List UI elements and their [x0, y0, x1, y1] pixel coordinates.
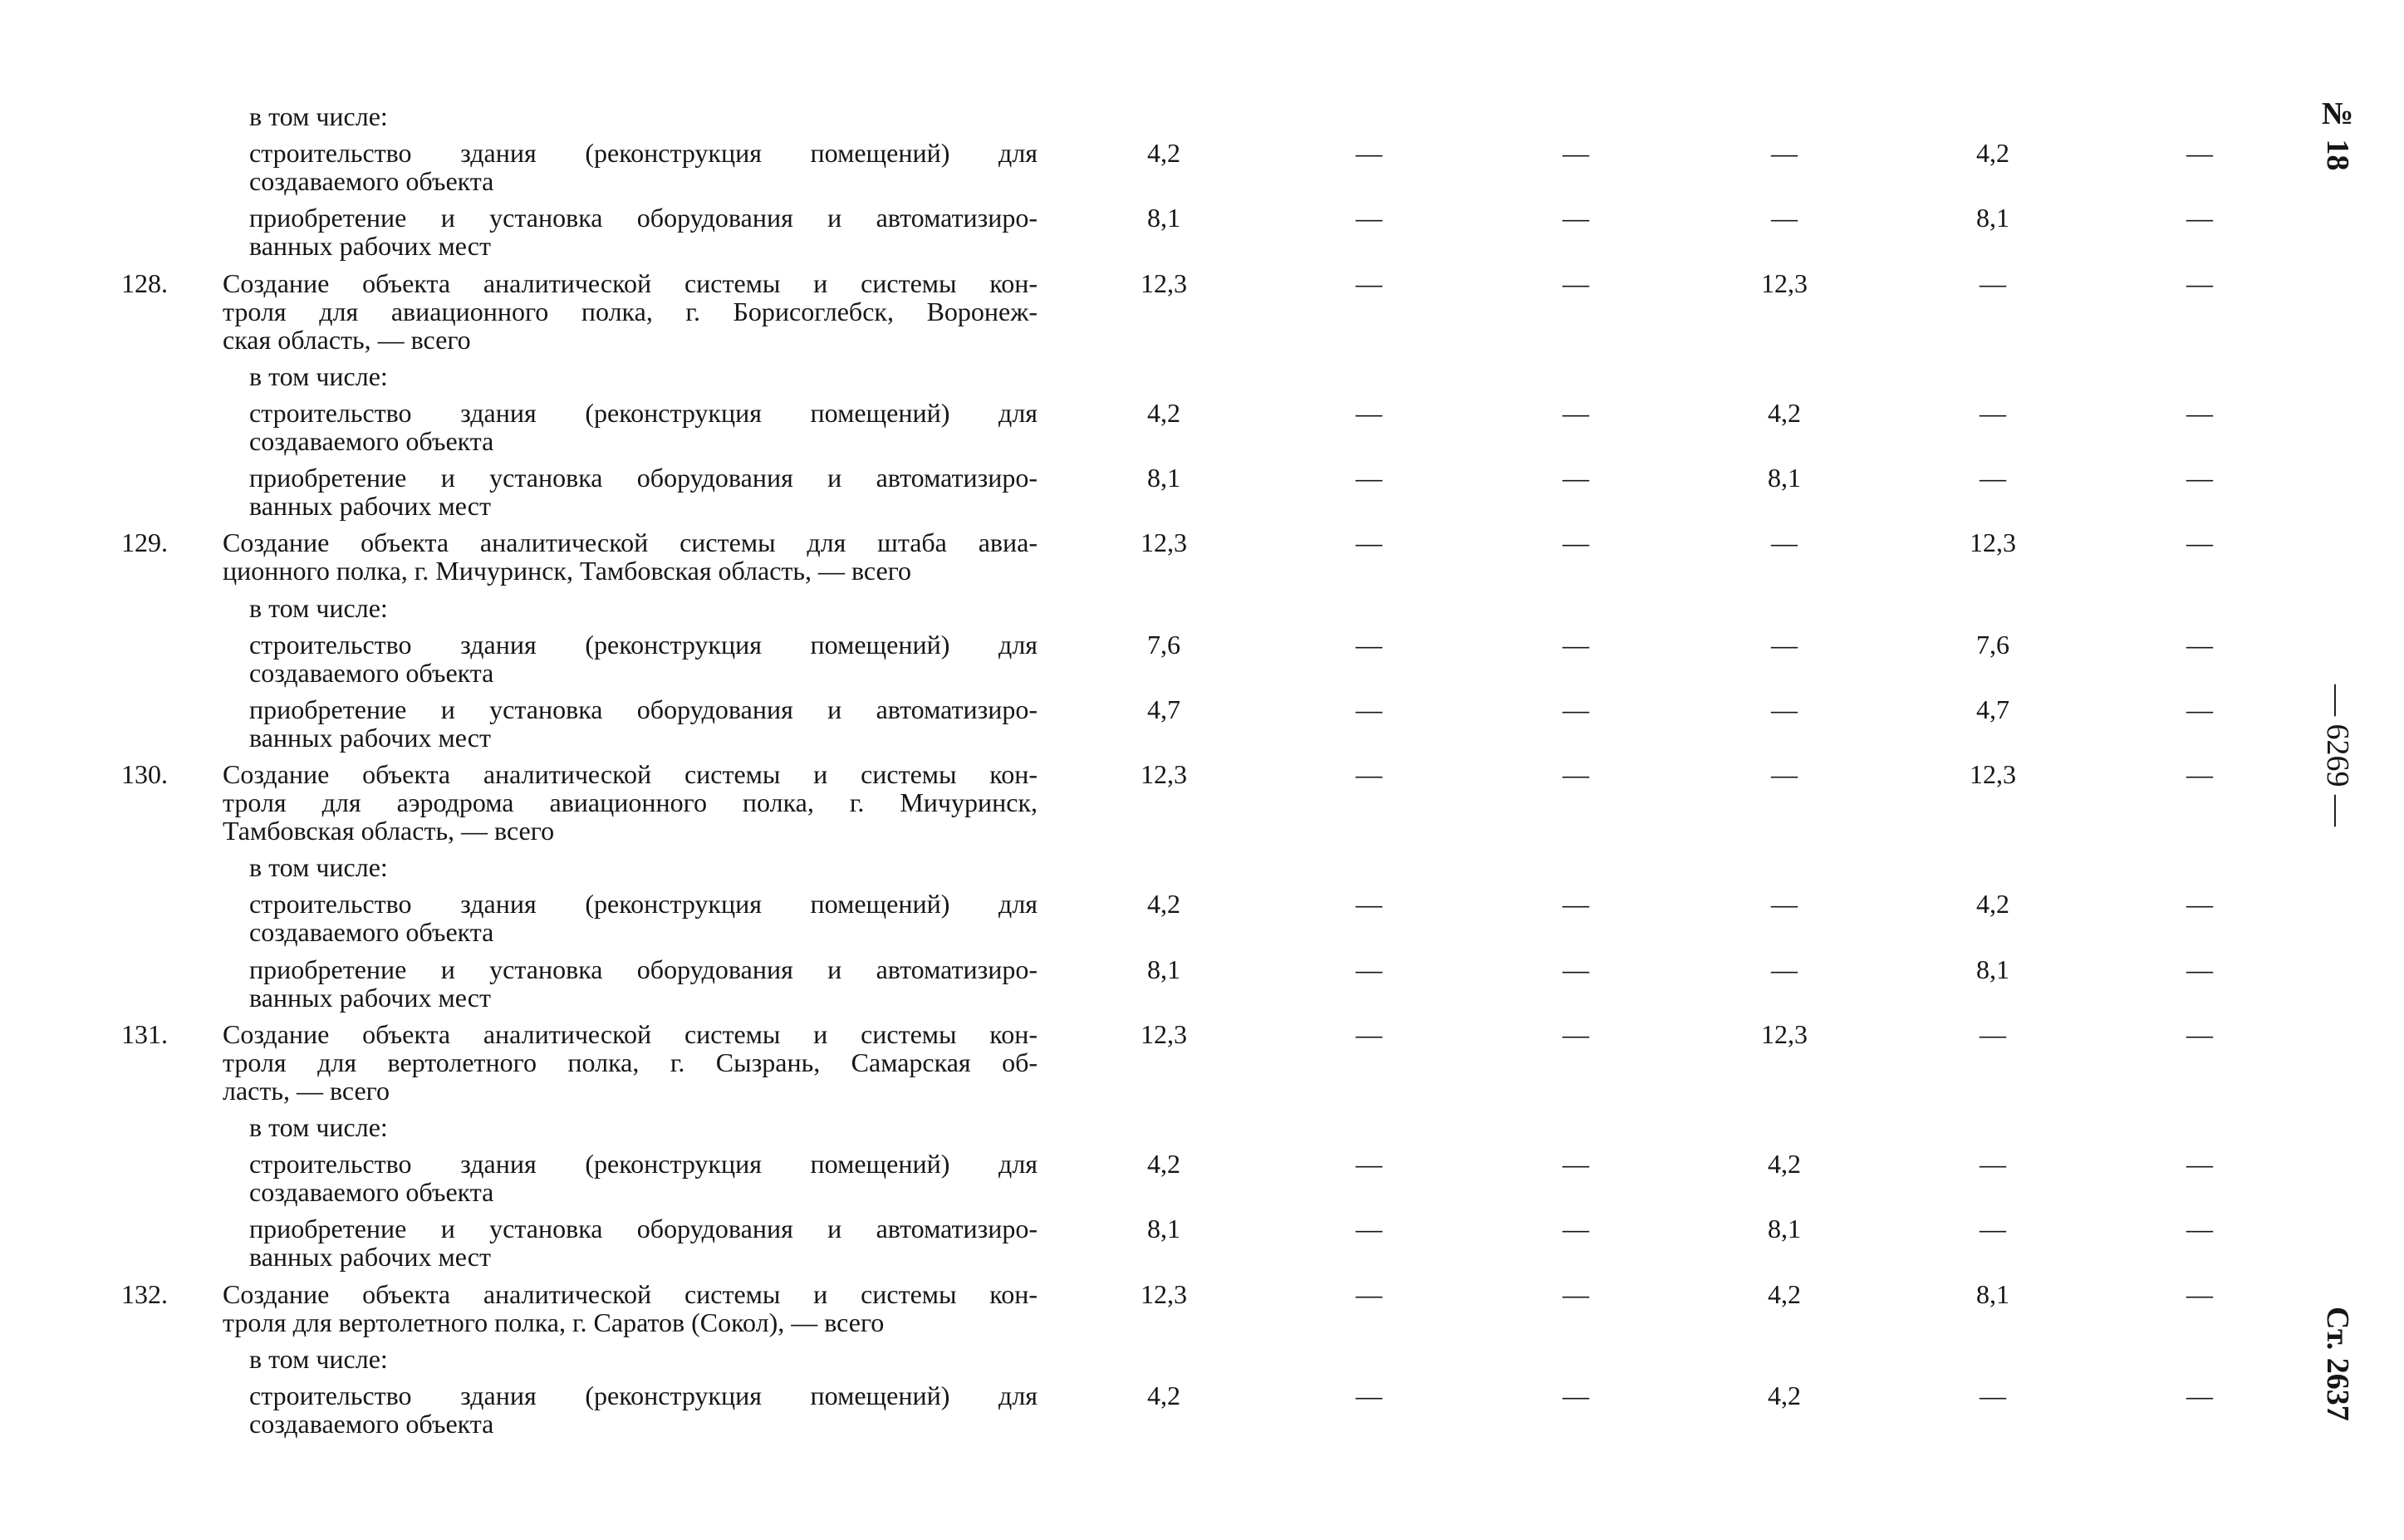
description-line: приобретение и установка оборудования и автоматизиро- — [249, 203, 1038, 233]
description-line: троля для вертолетного полка, г. Саратов (Сокол), — всего — [223, 1307, 885, 1337]
table-row — [0, 269, 2404, 354]
table-row — [0, 1280, 2404, 1336]
value-cell: — — [1356, 629, 1382, 660]
value-cell: 12,3 — [1970, 527, 2016, 558]
description-line: ванных рабочих мест — [249, 231, 491, 262]
value-cell: 12,3 — [1141, 759, 1187, 790]
row-description — [249, 1381, 1038, 1438]
value-cell: — — [1980, 1380, 2006, 1410]
table-row — [0, 463, 2404, 520]
value-cell: — — [2186, 1149, 2213, 1180]
value-cell: — — [1356, 1214, 1382, 1244]
value-cell: — — [1980, 1018, 2006, 1049]
description-line: создаваемого объекта — [249, 657, 494, 688]
value-cell: — — [1771, 694, 1798, 724]
row-description — [249, 1150, 1038, 1206]
row-description — [249, 1113, 1038, 1141]
description-line: ванных рабочих мест — [249, 722, 491, 753]
value-cell: — — [2186, 527, 2213, 558]
table-row — [0, 1381, 2404, 1438]
value-cell: — — [1771, 954, 1798, 984]
value-cell: — — [1563, 1214, 1589, 1244]
value-cell: — — [2186, 889, 2213, 920]
value-cell: 4,2 — [1147, 397, 1180, 428]
table-row — [0, 890, 2404, 946]
value-cell: 4,2 — [1147, 1380, 1180, 1410]
value-cell: — — [1980, 1214, 2006, 1244]
row-number: 131. — [121, 1018, 168, 1049]
description-line: в том числе: — [249, 852, 388, 883]
table-row — [0, 695, 2404, 752]
description-line: создаваемого объекта — [249, 1177, 494, 1208]
value-cell: — — [2186, 203, 2213, 233]
table-row — [0, 955, 2404, 1012]
table-row — [0, 399, 2404, 455]
value-cell: — — [2186, 629, 2213, 660]
value-cell: — — [1771, 138, 1798, 169]
description-line: строительство здания (реконструкция помещений) для — [249, 138, 1038, 169]
description-line: создаваемого объекта — [249, 166, 494, 197]
value-cell: — — [2186, 759, 2213, 790]
value-cell: 12,3 — [1141, 527, 1187, 558]
description-line: строительство здания (реконструкция помещений) для — [249, 629, 1038, 660]
value-cell: — — [2186, 1018, 2213, 1049]
row-description — [223, 1280, 1038, 1336]
description-line: строительство здания (реконструкция помещений) для — [249, 889, 1038, 920]
value-cell: 4,2 — [1768, 1149, 1801, 1180]
value-cell: — — [1356, 203, 1382, 233]
value-cell: — — [1356, 889, 1382, 920]
value-cell: — — [1563, 267, 1589, 298]
value-cell: — — [1356, 1149, 1382, 1180]
value-cell: 7,6 — [1147, 629, 1180, 660]
value-cell: 7,6 — [1976, 629, 2009, 660]
value-cell: — — [1980, 397, 2006, 428]
value-cell: 12,3 — [1141, 267, 1187, 298]
description-line: Создание объекта аналитической системы и системы кон- — [223, 1278, 1038, 1309]
table-row — [0, 760, 2404, 845]
value-cell: — — [2186, 954, 2213, 984]
value-cell: — — [2186, 1214, 2213, 1244]
value-cell: — — [1356, 1380, 1382, 1410]
row-description — [249, 463, 1038, 520]
value-cell: 4,2 — [1976, 138, 2009, 169]
value-cell: 12,3 — [1141, 1018, 1187, 1049]
description-line: Создание объекта аналитической системы и системы кон- — [223, 759, 1038, 790]
row-number: 129. — [121, 527, 168, 558]
budget-table — [0, 102, 2404, 1446]
row-description — [249, 594, 1038, 622]
row-description — [249, 630, 1038, 687]
row-description — [223, 269, 1038, 354]
description-line: в том числе: — [249, 360, 388, 391]
row-number: 128. — [121, 267, 168, 298]
value-cell: 4,7 — [1976, 694, 2009, 724]
value-cell: 8,1 — [1976, 1278, 2009, 1309]
description-line: троля для аэродрома авиационного полка, г. Мичуринск, — [223, 787, 1038, 818]
value-cell: — — [1563, 397, 1589, 428]
value-cell: — — [1563, 1018, 1589, 1049]
value-cell: — — [2186, 1380, 2213, 1410]
page-number: Ст. 2637 — [2320, 1307, 2355, 1421]
description-line: создаваемого объекта — [249, 425, 494, 456]
description-line: создаваемого объекта — [249, 917, 494, 948]
table-row — [0, 853, 2404, 881]
value-cell: — — [1771, 889, 1798, 920]
row-description — [223, 1020, 1038, 1105]
table-row — [0, 139, 2404, 195]
value-cell: — — [2186, 463, 2213, 493]
value-cell: — — [1563, 463, 1589, 493]
value-cell: — — [1356, 267, 1382, 298]
value-cell: — — [1356, 527, 1382, 558]
description-line: ласть, — всего — [223, 1075, 390, 1106]
row-description — [249, 853, 1038, 881]
description-line: ванных рабочих мест — [249, 982, 491, 1013]
table-row — [0, 594, 2404, 622]
description-line: в том числе: — [249, 101, 388, 131]
description-line: приобретение и установка оборудования и автоматизиро- — [249, 694, 1038, 724]
description-line: ционного полка, г. Мичуринск, Тамбовская область, — всего — [223, 556, 912, 586]
table-row — [0, 1345, 2404, 1373]
value-cell: — — [1356, 759, 1382, 790]
table-row — [0, 1020, 2404, 1105]
value-cell: — — [1563, 889, 1589, 920]
row-description — [249, 955, 1038, 1012]
description-line: приобретение и установка оборудования и автоматизиро- — [249, 463, 1038, 493]
value-cell: 4,2 — [1976, 889, 2009, 920]
description-line: троля для авиационного полка, г. Борисоглебск, Воронеж- — [223, 296, 1038, 326]
value-cell: 12,3 — [1141, 1278, 1187, 1309]
description-line: ванных рабочих мест — [249, 491, 491, 522]
value-cell: — — [2186, 1278, 2213, 1309]
row-description — [249, 399, 1038, 455]
value-cell: — — [1980, 1149, 2006, 1180]
value-cell: 8,1 — [1768, 463, 1801, 493]
value-cell: 8,1 — [1147, 463, 1180, 493]
value-cell: 4,2 — [1768, 1380, 1801, 1410]
row-number: 132. — [121, 1278, 168, 1309]
value-cell: — — [1356, 1018, 1382, 1049]
description-line: Создание объекта аналитической системы для штаба авиа- — [223, 527, 1038, 558]
description-line: троля для вертолетного полка, г. Сызрань, Самарская об- — [223, 1047, 1038, 1077]
value-cell: — — [1563, 759, 1589, 790]
value-cell: 4,2 — [1147, 889, 1180, 920]
value-cell: — — [1980, 463, 2006, 493]
value-cell: — — [2186, 694, 2213, 724]
row-description — [249, 139, 1038, 195]
value-cell: — — [2186, 267, 2213, 298]
value-cell: 4,2 — [1768, 1278, 1801, 1309]
value-cell: — — [1771, 203, 1798, 233]
value-cell: — — [2186, 397, 2213, 428]
value-cell: 8,1 — [1768, 1214, 1801, 1244]
description-line: в том числе: — [249, 592, 388, 623]
issue-number: № 18 — [2320, 96, 2355, 171]
value-cell: — — [1356, 138, 1382, 169]
row-description — [249, 890, 1038, 946]
value-cell: — — [1771, 759, 1798, 790]
description-line: в том числе: — [249, 1343, 388, 1374]
value-cell: 8,1 — [1976, 954, 2009, 984]
value-cell: — — [1563, 138, 1589, 169]
table-row — [0, 630, 2404, 687]
row-number: 130. — [121, 759, 168, 790]
value-cell: 4,2 — [1768, 397, 1801, 428]
value-cell: — — [1356, 954, 1382, 984]
table-row — [0, 1113, 2404, 1141]
description-line: ская область, — всего — [223, 324, 471, 355]
table-row — [0, 362, 2404, 390]
value-cell: 12,3 — [1761, 1018, 1808, 1049]
row-description — [249, 362, 1038, 390]
value-cell: — — [1563, 527, 1589, 558]
value-cell: 4,2 — [1147, 1149, 1180, 1180]
row-description — [223, 760, 1038, 845]
description-line: строительство здания (реконструкция помещений) для — [249, 1149, 1038, 1180]
table-row — [0, 102, 2404, 130]
value-cell: — — [1356, 397, 1382, 428]
value-cell: — — [1563, 1149, 1589, 1180]
table-row — [0, 204, 2404, 260]
row-description — [249, 204, 1038, 260]
description-line: Тамбовская область, — всего — [223, 816, 555, 846]
row-description — [249, 1214, 1038, 1271]
description-line: приобретение и установка оборудования и автоматизиро- — [249, 954, 1038, 984]
value-cell: — — [1356, 463, 1382, 493]
value-cell: — — [1980, 267, 2006, 298]
value-cell: 8,1 — [1976, 203, 2009, 233]
value-cell: — — [1356, 1278, 1382, 1309]
row-description — [249, 695, 1038, 752]
value-cell: — — [1563, 954, 1589, 984]
page-range: — 6269 — — [2320, 684, 2355, 826]
description-line: строительство здания (реконструкция помещений) для — [249, 397, 1038, 428]
value-cell: 8,1 — [1147, 203, 1180, 233]
table-row — [0, 528, 2404, 585]
description-line: приобретение и установка оборудования и автоматизиро- — [249, 1214, 1038, 1244]
value-cell: — — [1563, 629, 1589, 660]
value-cell: — — [2186, 138, 2213, 169]
value-cell: 4,7 — [1147, 694, 1180, 724]
table-row — [0, 1214, 2404, 1271]
table-row — [0, 1150, 2404, 1206]
value-cell: — — [1771, 527, 1798, 558]
description-line: Создание объекта аналитической системы и системы кон- — [223, 267, 1038, 298]
value-cell: 8,1 — [1147, 1214, 1180, 1244]
row-description — [249, 1345, 1038, 1373]
value-cell: — — [1563, 203, 1589, 233]
description-line: в том числе: — [249, 1112, 388, 1142]
description-line: ванных рабочих мест — [249, 1242, 491, 1273]
value-cell: 12,3 — [1970, 759, 2016, 790]
value-cell: — — [1563, 1278, 1589, 1309]
value-cell: — — [1563, 1380, 1589, 1410]
value-cell: 4,2 — [1147, 138, 1180, 169]
description-line: строительство здания (реконструкция помещений) для — [249, 1380, 1038, 1410]
description-line: создаваемого объекта — [249, 1408, 494, 1439]
value-cell: 12,3 — [1761, 267, 1808, 298]
value-cell: — — [1356, 694, 1382, 724]
value-cell: 8,1 — [1147, 954, 1180, 984]
row-description — [223, 528, 1038, 585]
row-description — [249, 102, 1038, 130]
value-cell: — — [1771, 629, 1798, 660]
description-line: Создание объекта аналитической системы и системы кон- — [223, 1018, 1038, 1049]
value-cell: — — [1563, 694, 1589, 724]
